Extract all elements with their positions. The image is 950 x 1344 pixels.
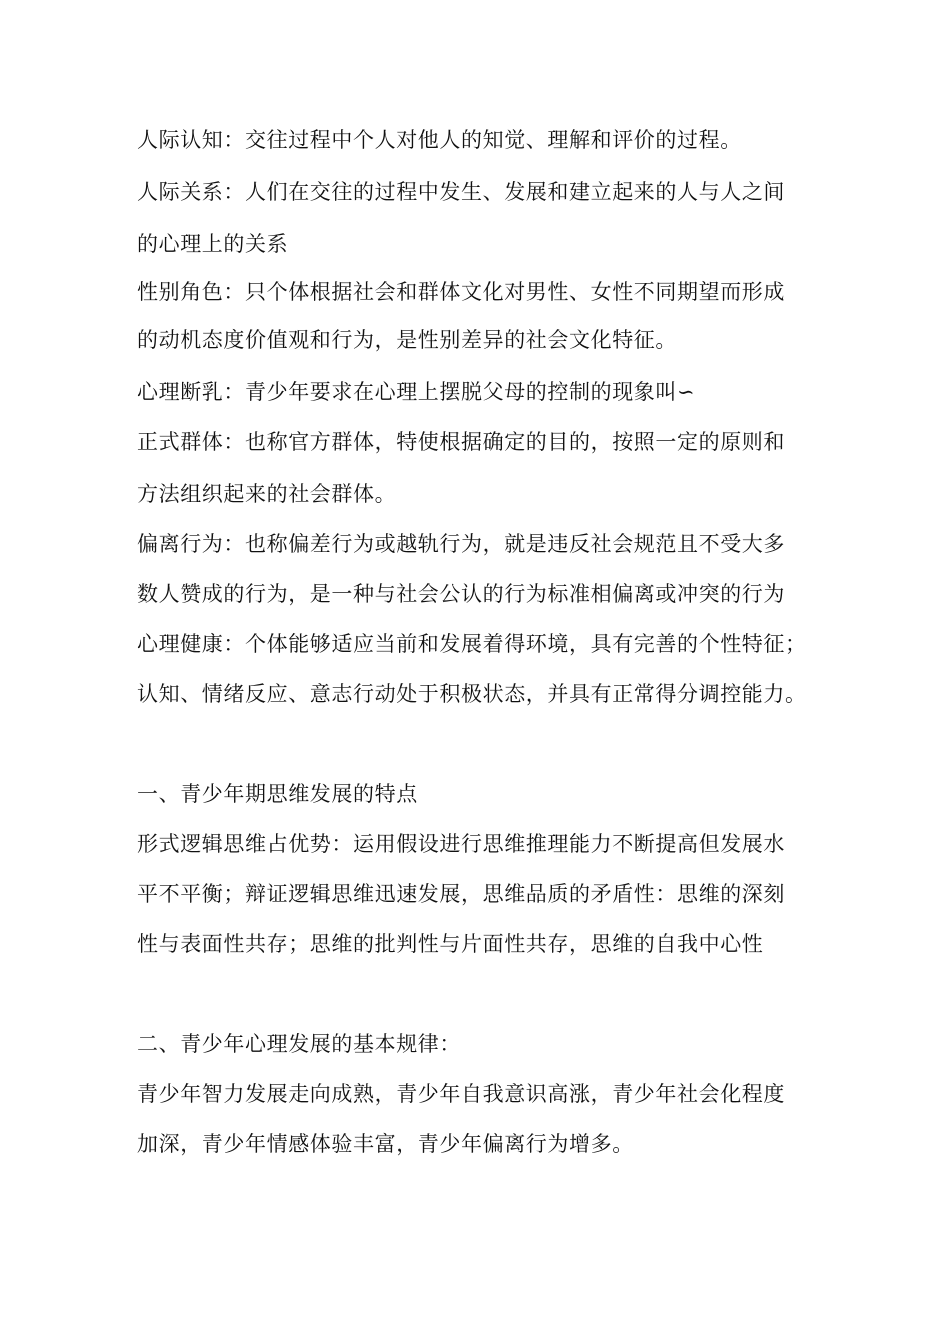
thinking-development-text-cont: 平不平衡；辩证逻辑思维迅速发展，思维品质的矛盾性：思维的深刻 (137, 882, 785, 906)
definition-formal-group-cont: 方法组织起来的社会群体。 (137, 482, 397, 506)
section-heading-thinking-development: 一、青少年期思维发展的特点 (137, 782, 418, 806)
definition-mental-health: 心理健康：个体能够适应当前和发展着得环境，具有完善的个性特征； (137, 632, 807, 656)
definition-psychological-weaning: 心理断乳：青少年要求在心理上摆脱父母的控制的现象叫∽ (137, 380, 696, 404)
definition-mental-health-cont: 认知、情绪反应、意志行动处于积极状态，并具有正常得分调控能力。 (137, 682, 807, 706)
definition-gender-role-cont: 的动机态度价值观和行为，是性别差异的社会文化特征。 (137, 328, 677, 352)
definition-formal-group: 正式群体：也称官方群体，特使根据确定的目的，按照一定的原则和 (137, 430, 785, 454)
definition-interpersonal-relationship-cont: 的心理上的关系 (137, 232, 289, 256)
definition-deviant-behavior-cont: 数人赞成的行为，是一种与社会公认的行为标准相偏离或冲突的行为 (137, 582, 785, 606)
development-laws-text-cont: 加深，青少年情感体验丰富，青少年偏离行为增多。 (137, 1132, 634, 1156)
definition-deviant-behavior: 偏离行为：也称偏差行为或越轨行为，就是违反社会规范且不受大多 (137, 532, 785, 556)
definition-interpersonal-cognition: 人际认知：交往过程中个人对他人的知觉、理解和评价的过程。 (137, 128, 742, 152)
thinking-development-text-cont: 性与表面性共存；思维的批判性与片面性共存，思维的自我中心性 (137, 932, 764, 956)
definition-gender-role: 性别角色：只个体根据社会和群体文化对男性、女性不同期望而形成 (137, 280, 785, 304)
section-heading-development-laws: 二、青少年心理发展的基本规律： (137, 1032, 461, 1056)
thinking-development-text: 形式逻辑思维占优势：运用假设进行思维推理能力不断提高但发展水 (137, 832, 785, 856)
definition-interpersonal-relationship: 人际关系：人们在交往的过程中发生、发展和建立起来的人与人之间 (137, 180, 785, 204)
development-laws-text: 青少年智力发展走向成熟，青少年自我意识高涨，青少年社会化程度 (137, 1082, 785, 1106)
